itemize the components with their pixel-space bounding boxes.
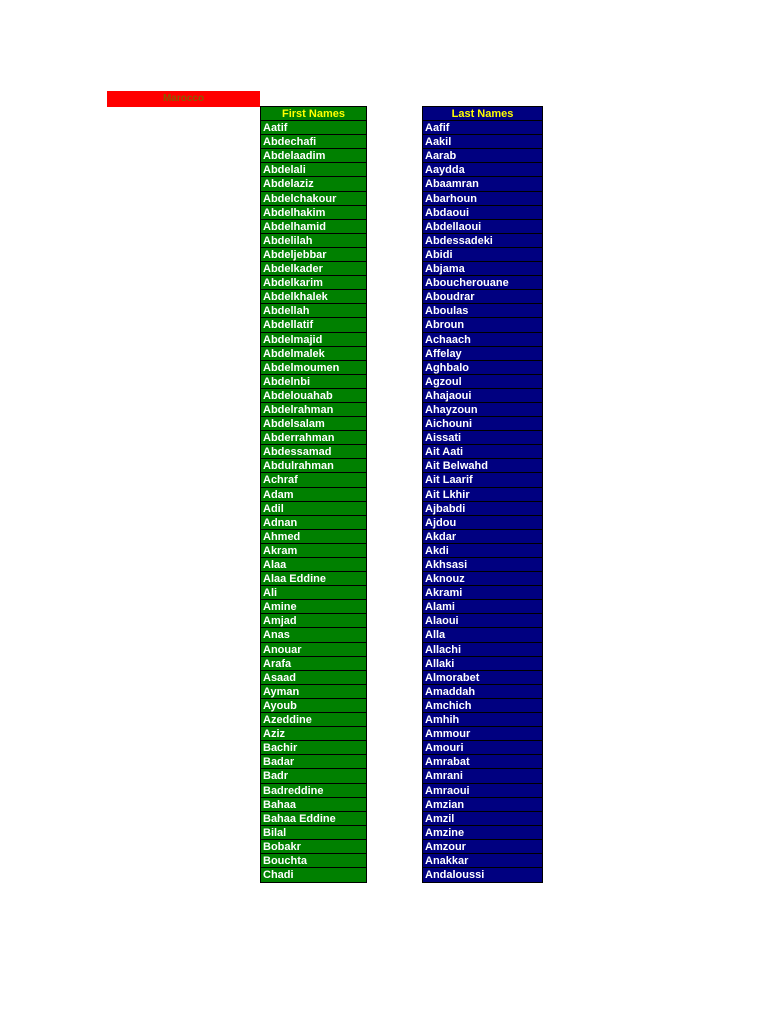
last-name-cell: Aboudrar (423, 290, 542, 304)
first-name-cell: Arafa (261, 657, 366, 671)
first-name-cell: Ayman (261, 685, 366, 699)
first-name-cell: Chadi (261, 868, 366, 882)
last-name-cell: Affelay (423, 347, 542, 361)
first-name-cell: Abdelnbi (261, 375, 366, 389)
first-name-cell: Anouar (261, 643, 366, 657)
first-name-cell: Amine (261, 600, 366, 614)
first-name-cell: Abdelchakour (261, 192, 366, 206)
first-name-cell: Abdessamad (261, 445, 366, 459)
last-name-cell: Achaach (423, 333, 542, 347)
last-name-cell: Amhih (423, 713, 542, 727)
sheet-label: Marocco (107, 91, 260, 107)
first-name-cell: Abdelaziz (261, 177, 366, 191)
first-name-cell: Bilal (261, 826, 366, 840)
first-name-cell: Bouchta (261, 854, 366, 868)
last-name-cell: Abdellaoui (423, 220, 542, 234)
last-name-cell: Aghbalo (423, 361, 542, 375)
last-name-cell: Amzian (423, 798, 542, 812)
first-name-cell: Abderrahman (261, 431, 366, 445)
last-name-cell: Aknouz (423, 572, 542, 586)
last-name-cell: Aafif (423, 121, 542, 135)
first-name-cell: Azeddine (261, 713, 366, 727)
first-name-cell: Aziz (261, 727, 366, 741)
first-name-cell: Abdeljebbar (261, 248, 366, 262)
last-name-cell: Amzine (423, 826, 542, 840)
last-name-cell: Aarab (423, 149, 542, 163)
last-name-cell: Abarhoun (423, 192, 542, 206)
first-name-cell: Ali (261, 586, 366, 600)
last-name-cell: Amrani (423, 769, 542, 783)
last-name-cell: Abdaoui (423, 206, 542, 220)
first-name-cell: Abdelmajid (261, 333, 366, 347)
last-name-cell: Amzil (423, 812, 542, 826)
first-name-cell: Badreddine (261, 784, 366, 798)
last-name-cell: Amraoui (423, 784, 542, 798)
last-name-cell: Amouri (423, 741, 542, 755)
first-name-cell: Abdechafi (261, 135, 366, 149)
last-name-cell: Abjama (423, 262, 542, 276)
first-name-cell: Abdelouahab (261, 389, 366, 403)
first-name-cell: Alaa Eddine (261, 572, 366, 586)
last-name-cell: Akhsasi (423, 558, 542, 572)
first-name-cell: Alaa (261, 558, 366, 572)
last-name-cell: Abaamran (423, 177, 542, 191)
last-name-cell: Abidi (423, 248, 542, 262)
last-name-cell: Akdi (423, 544, 542, 558)
first-names-column (260, 106, 367, 883)
last-name-cell: Alaoui (423, 614, 542, 628)
last-name-cell: Ait Laarif (423, 473, 542, 487)
last-name-cell: Aichouni (423, 417, 542, 431)
last-name-cell: Aboulas (423, 304, 542, 318)
last-name-cell: Aakil (423, 135, 542, 149)
first-name-cell: Achraf (261, 473, 366, 487)
last-name-cell: Alla (423, 628, 542, 642)
first-name-cell: Bobakr (261, 840, 366, 854)
first-name-cell: Adil (261, 502, 366, 516)
last-name-cell: Ajdou (423, 516, 542, 530)
first-name-cell: Abdelhakim (261, 206, 366, 220)
first-name-cell: Abdellatif (261, 318, 366, 332)
last-name-cell: Agzoul (423, 375, 542, 389)
last-names-header: Last Names (423, 107, 542, 121)
first-name-cell: Abdelsalam (261, 417, 366, 431)
last-name-cell: Almorabet (423, 671, 542, 685)
last-name-cell: Amrabat (423, 755, 542, 769)
first-name-cell: Adam (261, 488, 366, 502)
first-name-cell: Abdelaadim (261, 149, 366, 163)
last-name-cell: Ajbabdi (423, 502, 542, 516)
last-name-cell: Aboucherouane (423, 276, 542, 290)
first-names-header: First Names (261, 107, 366, 121)
last-name-cell: Akdar (423, 530, 542, 544)
first-name-cell: Abdelkarim (261, 276, 366, 290)
first-name-cell: Aatif (261, 121, 366, 135)
last-name-cell: Ait Lkhir (423, 488, 542, 502)
first-name-cell: Badr (261, 769, 366, 783)
last-name-cell: Ahajaoui (423, 389, 542, 403)
first-name-cell: Abdellah (261, 304, 366, 318)
last-name-cell: Alami (423, 600, 542, 614)
first-name-cell: Bachir (261, 741, 366, 755)
first-name-cell: Ahmed (261, 530, 366, 544)
first-name-cell: Abdelmoumen (261, 361, 366, 375)
last-name-cell: Ammour (423, 727, 542, 741)
last-name-cell: Ahayzoun (423, 403, 542, 417)
last-name-cell: Ait Belwahd (423, 459, 542, 473)
last-name-cell: Abroun (423, 318, 542, 332)
first-name-cell: Abdelali (261, 163, 366, 177)
first-name-cell: Abdelmalek (261, 347, 366, 361)
last-name-cell: Ait Aati (423, 445, 542, 459)
first-name-cell: Abdelilah (261, 234, 366, 248)
last-name-cell: Amaddah (423, 685, 542, 699)
last-name-cell: Allaki (423, 657, 542, 671)
first-name-cell: Abdelkhalek (261, 290, 366, 304)
last-name-cell: Akrami (423, 586, 542, 600)
first-name-cell: Asaad (261, 671, 366, 685)
last-name-cell: Aaydda (423, 163, 542, 177)
first-name-cell: Akram (261, 544, 366, 558)
last-name-cell: Abdessadeki (423, 234, 542, 248)
last-name-cell: Amzour (423, 840, 542, 854)
last-name-cell: Andaloussi (423, 868, 542, 882)
first-name-cell: Adnan (261, 516, 366, 530)
first-name-cell: Abdulrahman (261, 459, 366, 473)
first-name-cell: Bahaa (261, 798, 366, 812)
last-name-cell: Amchich (423, 699, 542, 713)
first-name-cell: Abdelhamid (261, 220, 366, 234)
last-name-cell: Allachi (423, 643, 542, 657)
last-name-cell: Anakkar (423, 854, 542, 868)
last-names-column (422, 106, 543, 883)
first-name-cell: Bahaa Eddine (261, 812, 366, 826)
first-name-cell: Badar (261, 755, 366, 769)
first-name-cell: Ayoub (261, 699, 366, 713)
first-name-cell: Amjad (261, 614, 366, 628)
first-name-cell: Abdelkader (261, 262, 366, 276)
first-name-cell: Anas (261, 628, 366, 642)
last-name-cell: Aissati (423, 431, 542, 445)
first-name-cell: Abdelrahman (261, 403, 366, 417)
